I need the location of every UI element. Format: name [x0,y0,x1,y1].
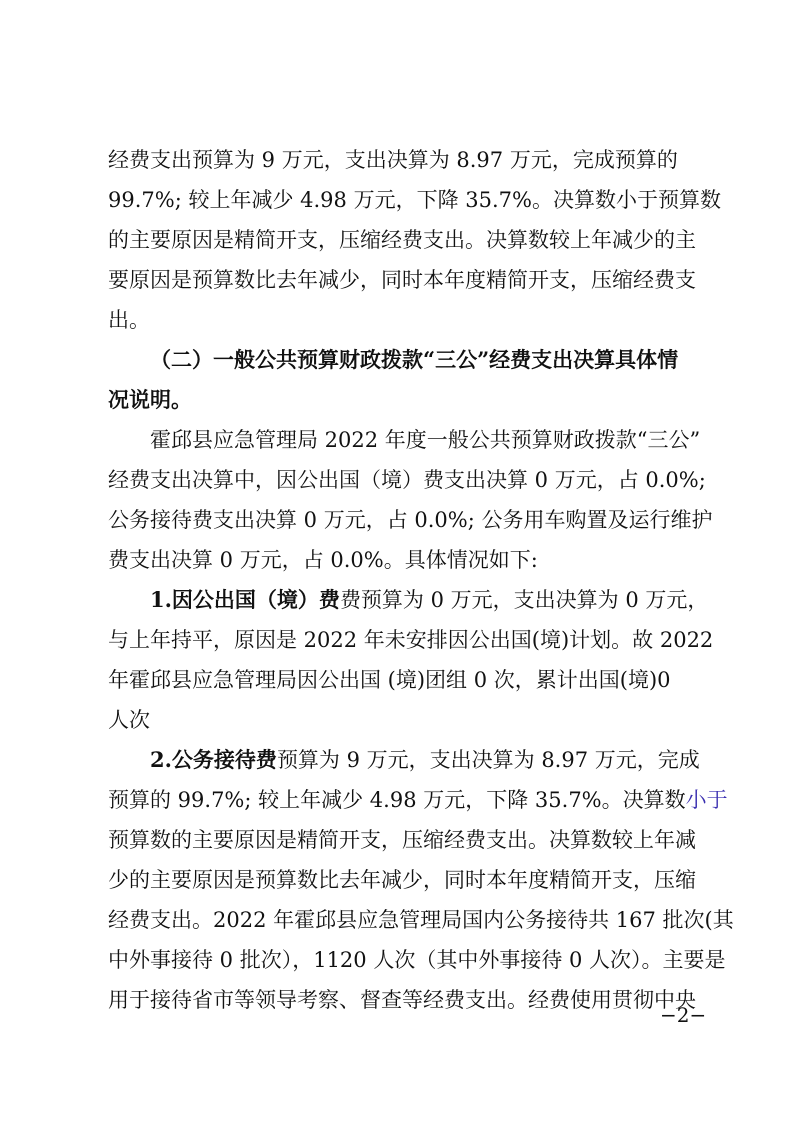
paragraph-line: 预算数的主要原因是精简开支，压缩经费支出。决算数较上年减 [108,828,696,852]
paragraph-line: 经费支出预算为 9 万元，支出决算为 8.97 万元，完成预算的 [108,148,678,172]
paragraph-line: 费支出决算 0 万元，占 0.0%。具体情况如下: [108,548,538,572]
paragraph-line: 中外事接待 0 批次），1120 人次（其中外事接待 0 人次）。主要是 [108,948,726,972]
item-2-second-line [108,782,728,818]
item-1-text: 费预算为 0 万元，支出决算为 0 万元， [339,588,709,612]
section-heading: 况说明。 [108,387,192,412]
paragraph-line: 出。 [108,308,150,332]
item-1-label: 1.因公出国（境）费 [150,587,340,612]
paragraph-line: 年霍邱县应急管理局因公出国 (境)团组 0 次，累计出国(境)0 [108,668,671,692]
item-2-first-line [150,742,700,778]
paragraph-line: 霍邱县应急管理局 2022 年度一般公共预算财政拨款“三公” [150,428,701,452]
item-2-text: 预算的 99.7%; 较上年减少 4.98 万元，下降 35.7%。决算数 [108,788,686,812]
paragraph-line: 经费支出决算中，因公出国（境）费支出决算 0 万元，占 0.0%; [108,468,706,492]
item-1-first-line [150,582,709,618]
paragraph-line: 人次 [108,708,150,732]
paragraph-line: 与上年持平，原因是 2022 年未安排因公出国(境)计划。故 2022 [108,628,714,652]
paragraph-line: 少的主要原因是预算数比去年减少，同时本年度精简开支，压缩 [108,868,696,892]
paragraph-line: 经费支出。2022 年霍邱县应急管理局国内公务接待共 167 批次(其 [108,908,734,932]
paragraph-line: 用于接待省市等领导考察、督查等经费支出。经费使用贯彻中央 [108,988,696,1012]
paragraph-line: 公务接待费支出决算 0 万元，占 0.0%; 公务用车购置及运行维护 [108,508,713,532]
paragraph-line: 要原因是预算数比去年减少，同时本年度精简开支，压缩经费支 [108,268,696,292]
item-2-text: 预算为 9 万元，支出决算为 8.97 万元，完成 [276,748,700,772]
paragraph-line: 99.7%; 较上年减少 4.98 万元，下降 35.7%。决算数小于预算数 [108,188,721,212]
highlighted-text: 小于 [685,788,728,812]
paragraph-line: 的主要原因是精简开支，压缩经费支出。决算数较上年减少的主 [108,228,696,252]
section-heading: （二）一般公共预算财政拨款“三公”经费支出决算具体情 [150,347,679,372]
item-2-label: 2.公务接待费 [150,747,277,772]
page-number: −2− [660,1003,707,1027]
